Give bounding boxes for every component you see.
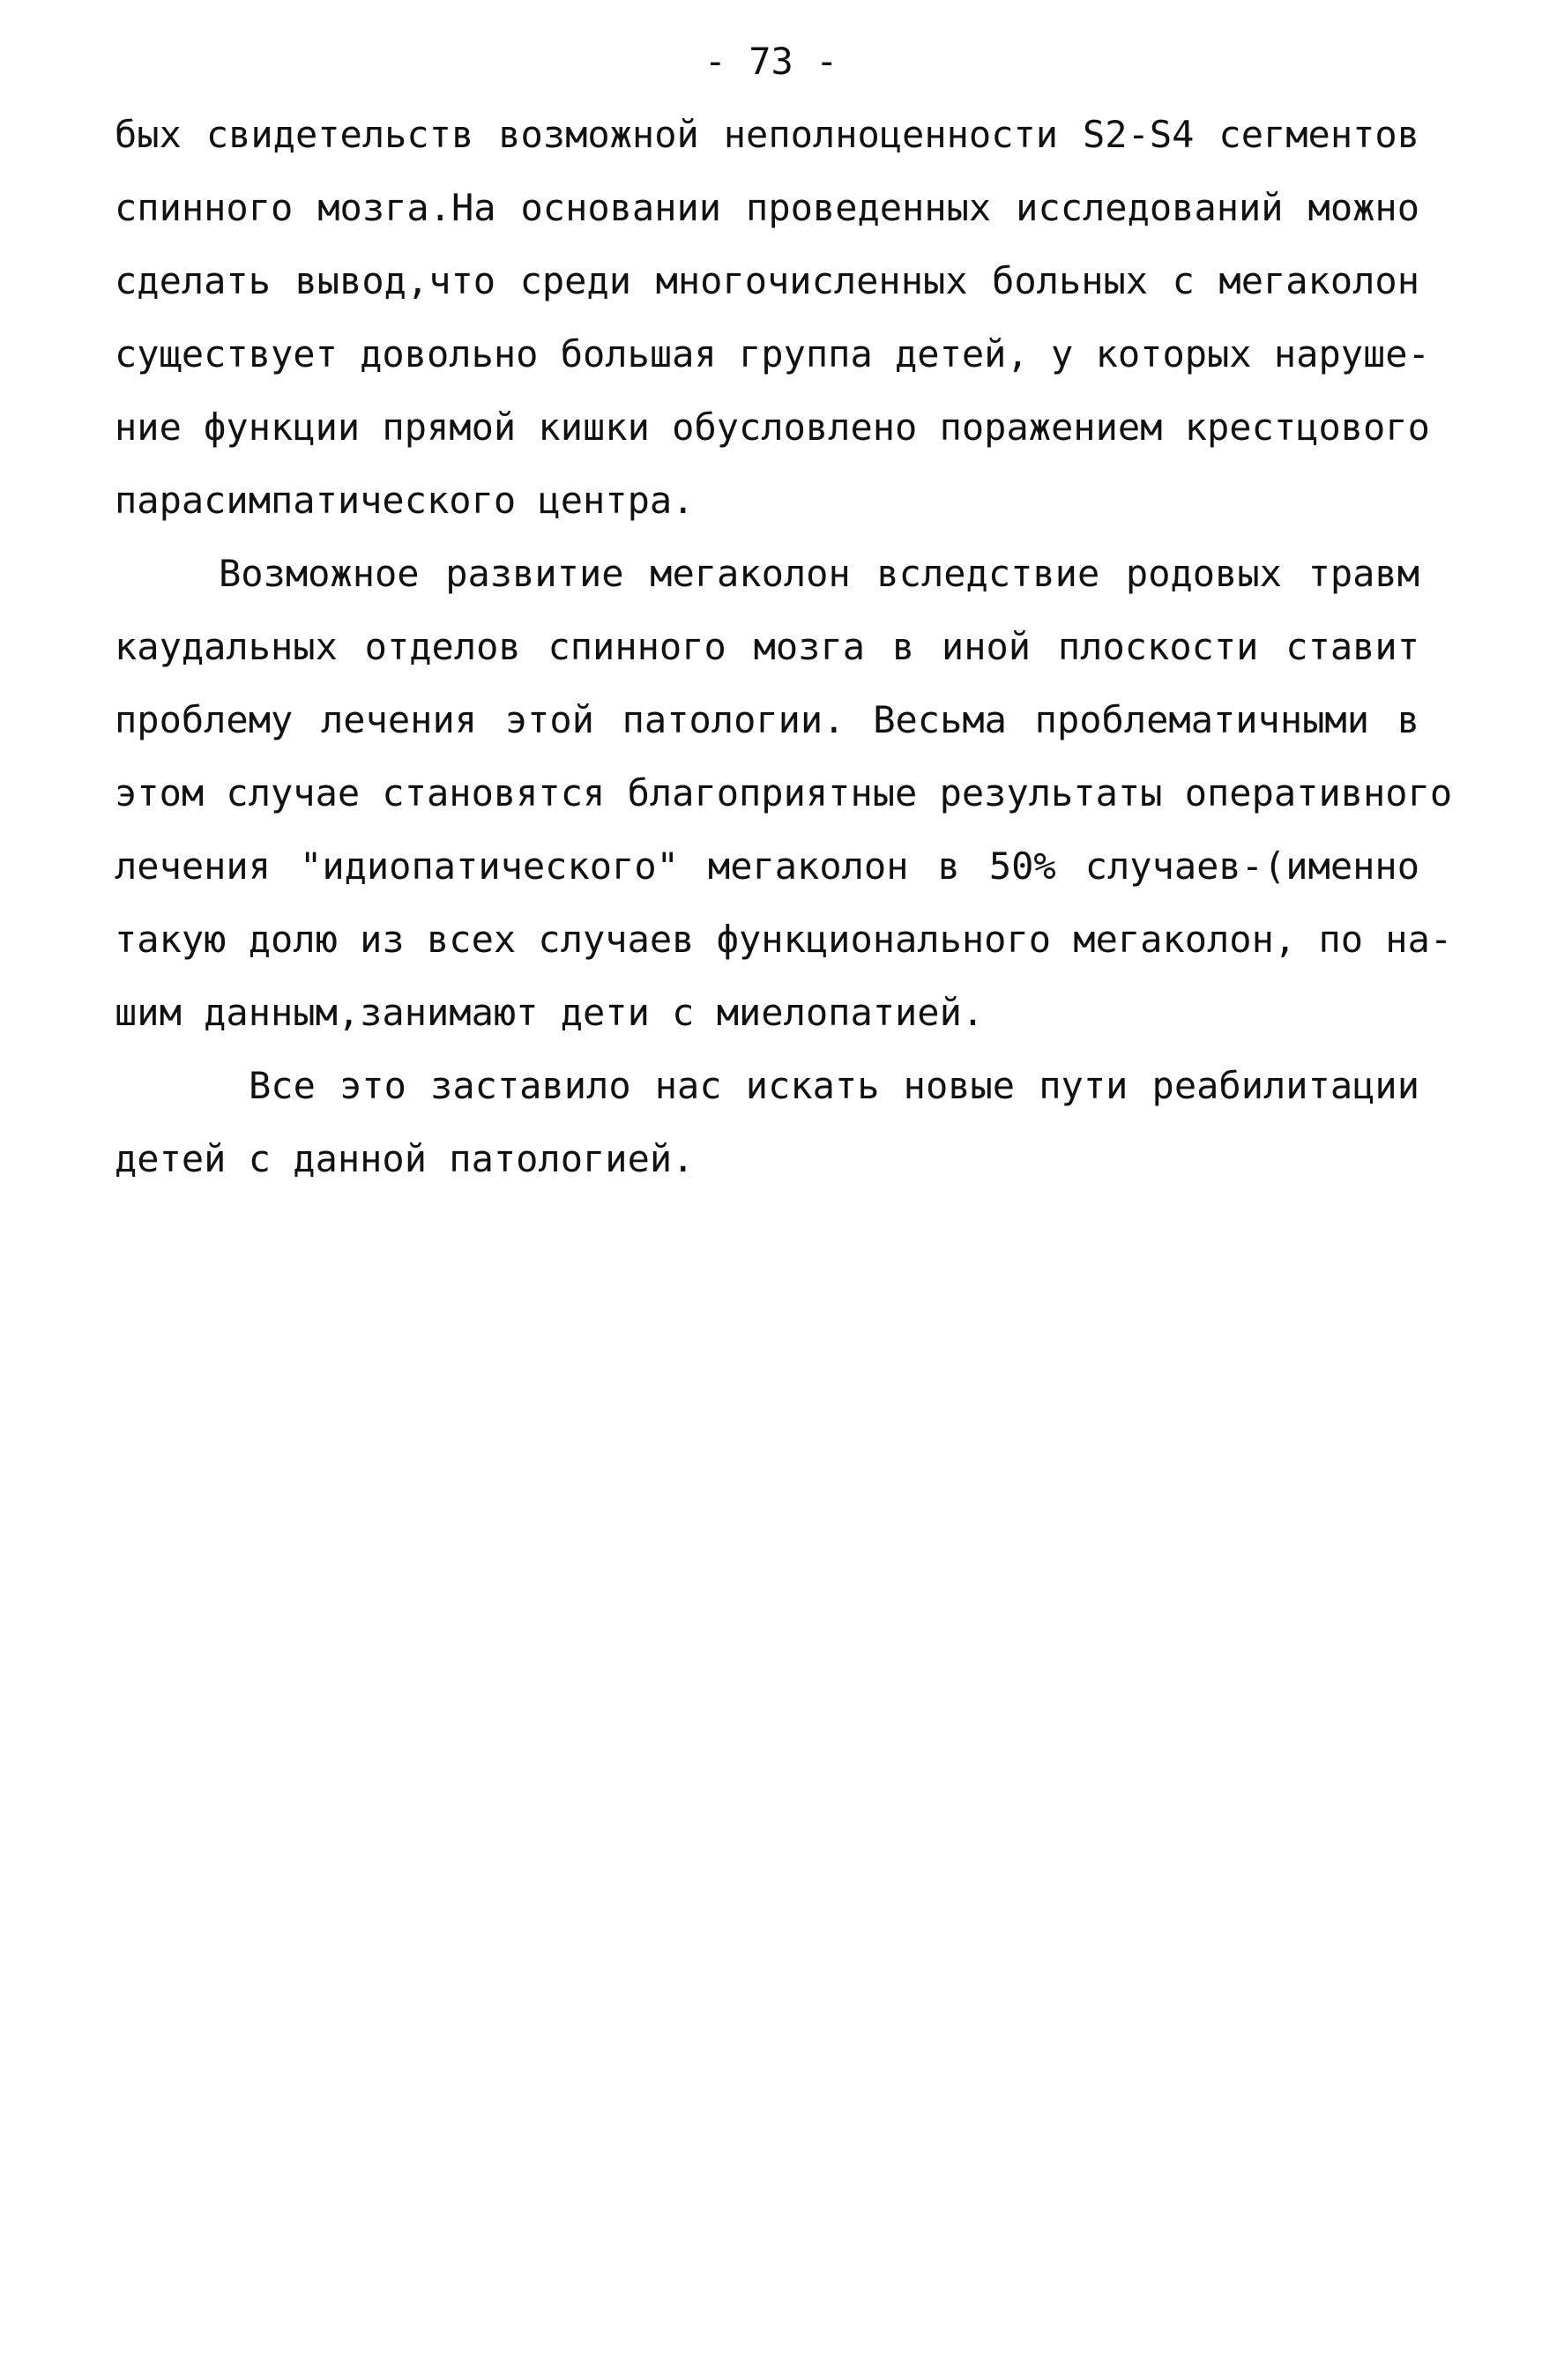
text-line: парасимпатического центра. xyxy=(115,479,695,522)
text-line: существует довольно большая группа детей, у которых наруше- xyxy=(115,332,1430,376)
text-line: такую долю из всех случаев функционального мегаколон, по на- xyxy=(115,918,1453,961)
text-line: спинного мозга.На основании проведенных исследований можно xyxy=(115,186,1419,229)
text-line: бых свидетельств возможной неполноценности S2-S4 сегментов xyxy=(115,113,1419,156)
text-line: ние функции прямой кишки обусловлено поражением крестцового xyxy=(115,405,1430,449)
page-number: - 73 - xyxy=(704,40,838,83)
text-line: лечения "идиопатического" мегаколон в 50% случаев-(именно xyxy=(115,844,1419,888)
text-line: каудальных отделов спинного мозга в иной плоскости ставит xyxy=(115,625,1419,668)
text-line: Возможное развитие мегаколон вследствие родовых травм xyxy=(219,552,1419,595)
text-line: Все это заставило нас искать новые пути реабилитации xyxy=(249,1064,1419,1107)
text-line: детей с данной патологией. xyxy=(115,1137,695,1180)
text-line: этом случае становятся благоприятные результаты оперативного xyxy=(115,771,1453,814)
text-line: сделать вывод,что среди многочисленных больных с мегаколон xyxy=(115,259,1419,302)
text-line: проблему лечения этой патологии. Весьма проблематичными в xyxy=(115,698,1419,741)
text-line: шим данным,занимают дети с миелопатией. xyxy=(115,991,985,1034)
body-text xyxy=(115,104,1453,1201)
